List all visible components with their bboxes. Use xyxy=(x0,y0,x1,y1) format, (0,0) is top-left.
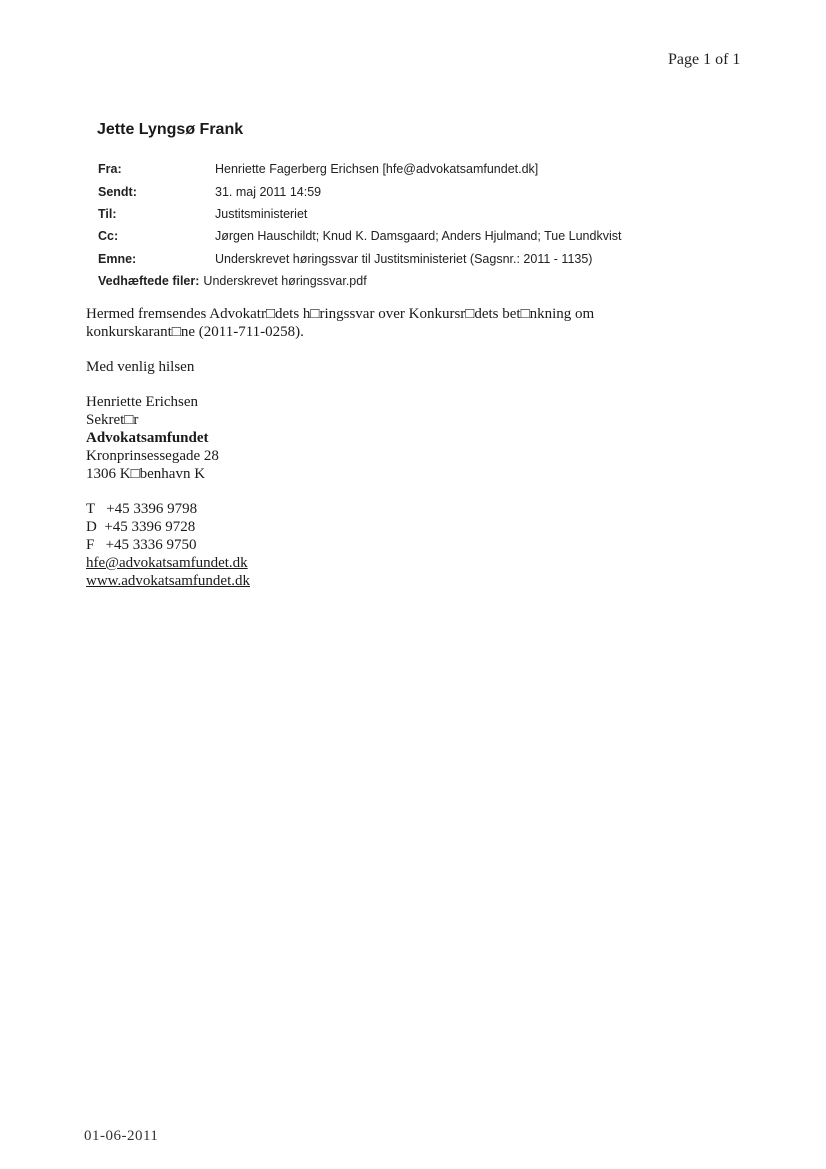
header-key-attachments: Vedhæftede filer: xyxy=(98,274,200,289)
header-value-from: Henriette Fagerberg Erichsen [hfe@advokatsamfundet.dk] xyxy=(215,162,539,177)
header-row-from xyxy=(98,158,621,180)
signature-city: 1306 K□benhavn K xyxy=(86,466,206,482)
email-body xyxy=(86,305,686,590)
header-row-cc xyxy=(98,225,621,247)
header-value-sent: 31. maj 2011 14:59 xyxy=(215,184,322,199)
body-paragraph-line-2: konkurskarant□ne (2011-711-0258). xyxy=(86,324,304,340)
header-key-sent: Sendt: xyxy=(98,184,137,199)
greeting: Med venlig hilsen xyxy=(86,359,195,375)
header-row-sent xyxy=(98,180,621,202)
email-header-table xyxy=(98,158,621,292)
header-key-from: Fra: xyxy=(98,162,122,177)
header-row-subject xyxy=(98,248,621,270)
contact-phone-f: F +45 3336 9750 xyxy=(86,537,197,553)
header-key-to: Til: xyxy=(98,206,117,221)
contact-email-link[interactable]: hfe@advokatsamfundet.dk xyxy=(86,555,248,571)
header-row-to xyxy=(98,203,621,225)
header-value-cc: Jørgen Hauschildt; Knud K. Damsgaard; Anders Hjulmand; Tue Lundkvist xyxy=(215,229,622,244)
contact-website-link[interactable]: www.advokatsamfundet.dk xyxy=(86,573,250,589)
signature-company: Advokatsamfundet xyxy=(86,430,209,446)
header-key-subject: Emne: xyxy=(98,251,137,266)
header-value-subject: Underskrevet høringssvar til Justitsministeriet (Sagsnr.: 2011 - 1135) xyxy=(215,251,593,266)
sender-name-heading: Jette Lyngsø Frank xyxy=(97,121,244,138)
contact-phone-d: D +45 3396 9728 xyxy=(86,519,196,535)
signature-street: Kronprinsessegade 28 xyxy=(86,448,219,464)
header-row-attachments xyxy=(98,270,621,292)
body-paragraph-line-1: Hermed fremsendes Advokatr□dets h□ringssvar over Konkursr□dets bet□nkning om xyxy=(86,306,595,322)
footer-date: 01-06-2011 xyxy=(84,1128,159,1144)
signature-title: Sekret□r xyxy=(86,412,139,428)
signature-name: Henriette Erichsen xyxy=(86,394,199,410)
contact-phone-t: T +45 3396 9798 xyxy=(86,501,198,517)
header-value-to: Justitsministeriet xyxy=(215,206,308,221)
page-label: Page 1 of 1 xyxy=(668,51,741,68)
header-key-cc: Cc: xyxy=(98,229,119,244)
header-value-attachments: Underskrevet høringssvar.pdf xyxy=(203,274,367,289)
